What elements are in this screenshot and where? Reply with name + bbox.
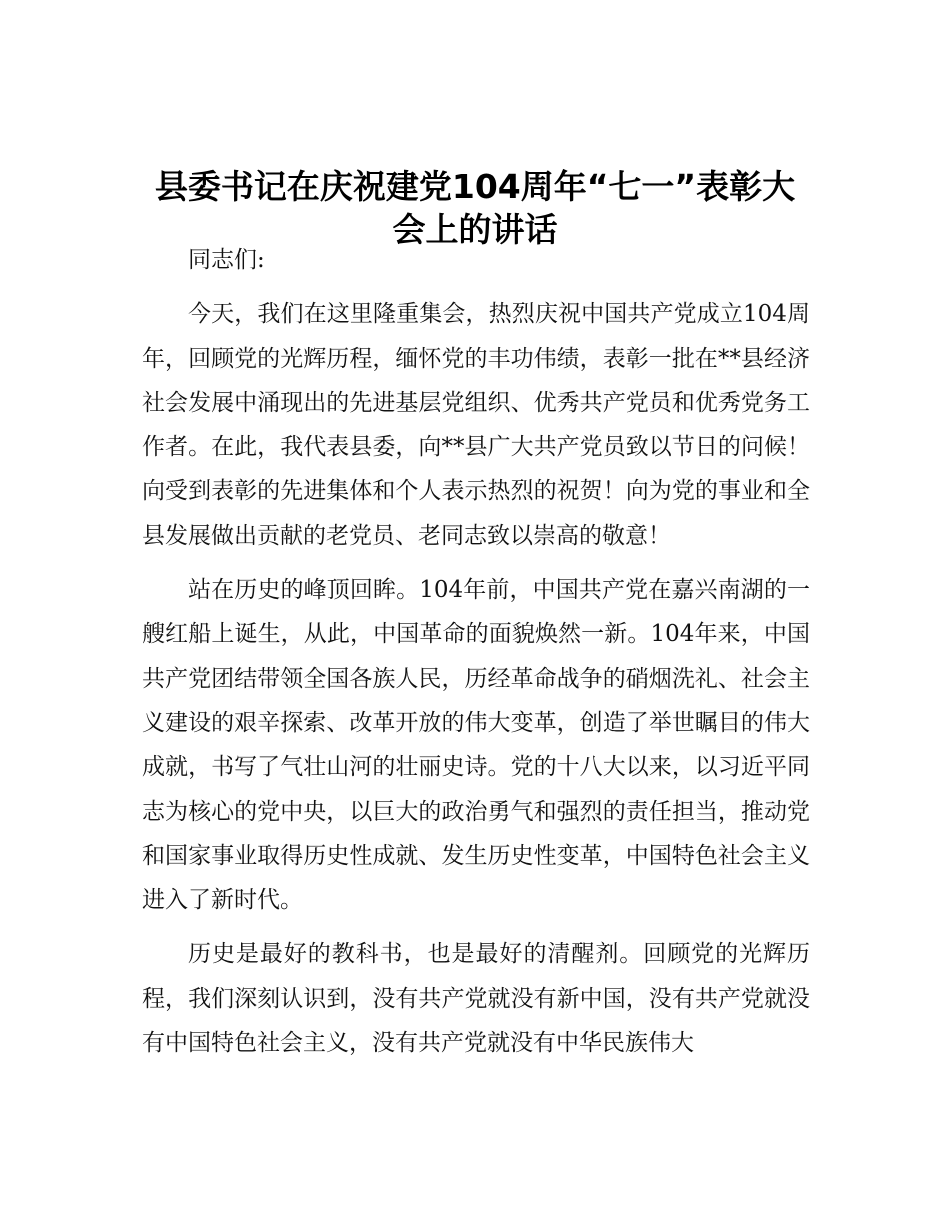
- paragraph-3: 历史是最好的教科书，也是最好的清醒剂。回顾党的光辉历程，我们深刻认识到，没有共产党就没有新中国，没有共产党就没有中国特色社会主义，没有共产党就没有中华民族伟大: [142, 941, 810, 1057]
- title-line-2: 会上的讲话: [392, 210, 558, 249]
- title-line-1: 县委书记在庆祝建党104周年“七一”表彰大: [154, 167, 796, 206]
- paragraph-1: 今天，我们在这里隆重集会，热烈庆祝中国共产党成立104周年，回顾党的光辉历程，缅怀党的丰功伟绩，表彰一批在**县经济社会发展中涌现出的先进基层党组织、优秀共产党员和优秀党务工作者。在此，我代表县委，向**县广大共产党员致以节日的问候！向受到表彰的先进集体和个人表示热烈的祝贺！向为党的事业和全县发展做出贡献的老党员、老同志致以崇高的敬意！: [142, 301, 810, 549]
- document-body: [142, 238, 810, 1065]
- paragraph-2: 站在历史的峰顶回眸。104年前，中国共产党在嘉兴南湖的一艘红船上诞生，从此，中国革命的面貌焕然一新。104年来，中国共产党团结带领全国各族人民，历经革命战争的硝烟洗礼、社会主义建设的艰辛探索、改革开放的伟大变革，创造了举世瞩目的伟大成就，书写了气壮山河的壮丽史诗。党的十八大以来，以习近平同志为核心的党中央，以巨大的政治勇气和强烈的责任担当，推动党和国家事业取得历史性成就、发生历史性变革，中国特色社会主义进入了新时代。: [142, 577, 810, 914]
- salutation: 同志们:: [188, 247, 265, 273]
